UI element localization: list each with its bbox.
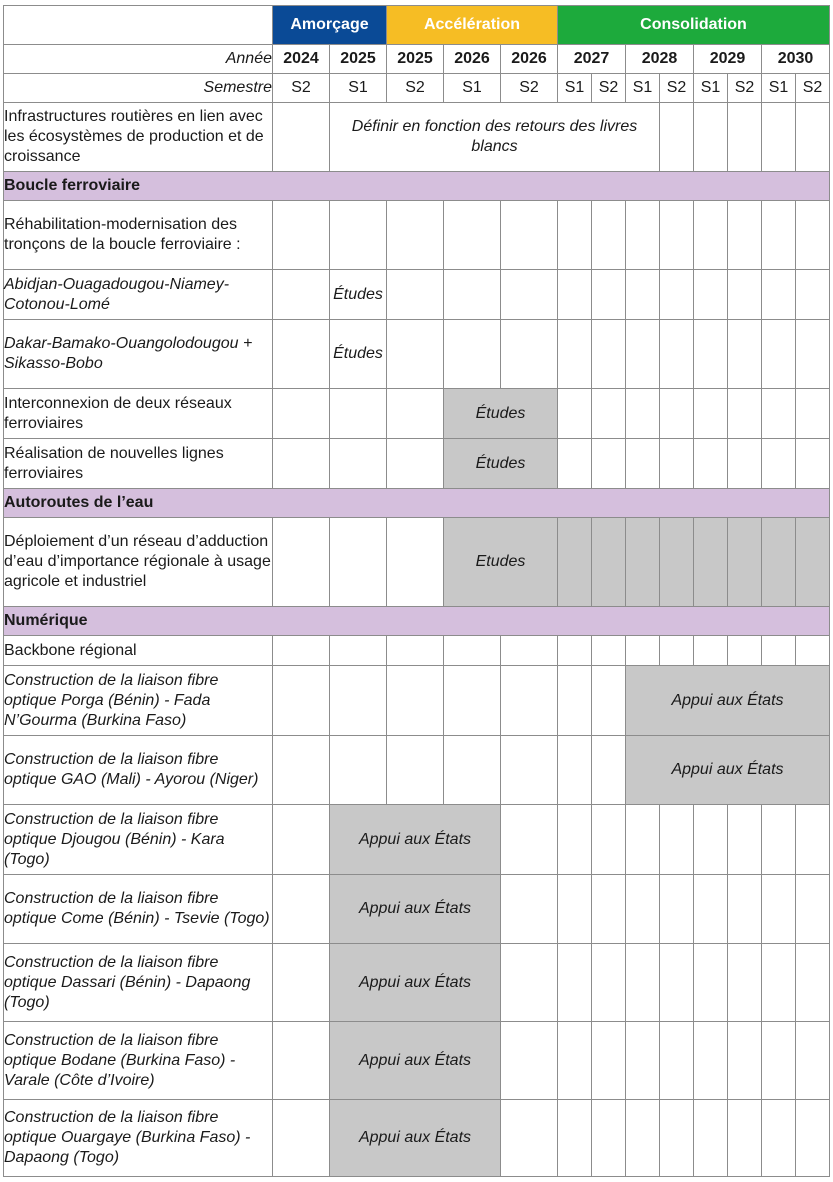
timeline-bar: Appui aux États (330, 1022, 501, 1100)
row-label: Abidjan-Ouagadougou-Niamey-Cotonou-Lomé (4, 270, 273, 320)
semester-cell: S2 (387, 74, 444, 103)
section-title: Boucle ferroviaire (4, 172, 830, 201)
year-cell: 2026 (444, 45, 501, 74)
year-cell: 2025 (330, 45, 387, 74)
row-label: Construction de la liaison fibre optique Djougou (Bénin) - Kara (Togo) (4, 805, 273, 875)
row-label: Construction de la liaison fibre optique GAO (Mali) - Ayorou (Niger) (4, 736, 273, 805)
timeline-bar: Appui aux États (330, 875, 501, 944)
year-cell: 2024 (273, 45, 330, 74)
row-label: Réhabilitation-modernisation des tronçons de la boucle ferroviaire : (4, 201, 273, 270)
table-row (4, 805, 830, 875)
phase-amorcage: Amorçage (273, 6, 387, 45)
semester-cell: S1 (762, 74, 796, 103)
timeline-bar: Appui aux États (626, 666, 830, 736)
section-title: Autoroutes de l’eau (4, 489, 830, 518)
section-title: Numérique (4, 607, 830, 636)
phase-consolidation: Consolidation (558, 6, 830, 45)
row-label: Dakar-Bamako-Ouangolodougou + Sikasso-Bobo (4, 320, 273, 389)
timeline-bar: Etudes (444, 518, 558, 607)
timeline-bar: Appui aux États (626, 736, 830, 805)
year-cell: 2027 (558, 45, 626, 74)
timeline-bar: Études (444, 439, 558, 489)
year-cell: 2026 (501, 45, 558, 74)
row-label: Construction de la liaison fibre optique Bodane (Burkina Faso) - Varale (Côte d’Ivoire) (4, 1022, 273, 1100)
table-row (4, 944, 830, 1022)
table-row (4, 201, 830, 270)
row-label: Déploiement d’un réseau d’adduction d’eau d’importance régionale à usage agricole et industriel (4, 518, 273, 607)
row-label: Construction de la liaison fibre optique Come (Bénin) - Tsevie (Togo) (4, 875, 273, 944)
semester-cell: S2 (660, 74, 694, 103)
timeline-bar: Études (444, 389, 558, 439)
table-row (4, 1022, 830, 1100)
semester-cell: S1 (558, 74, 592, 103)
table-row (4, 389, 830, 439)
section-row (4, 489, 830, 518)
phase-acceleration: Accélération (387, 6, 558, 45)
year-cell: 2029 (694, 45, 762, 74)
timeline-bar: Appui aux États (330, 944, 501, 1022)
semester-row (4, 74, 830, 103)
timeline-bar: Appui aux États (330, 805, 501, 875)
row-label: Réalisation de nouvelles lignes ferroviaires (4, 439, 273, 489)
semester-cell: S2 (728, 74, 762, 103)
semester-cell: S1 (626, 74, 660, 103)
timeline-bar: Appui aux États (330, 1100, 501, 1177)
etudes-cell: Études (330, 320, 387, 389)
annee-label: Année (4, 45, 273, 74)
table-row (4, 636, 830, 666)
phase-header-row (4, 6, 830, 45)
table-row (4, 1100, 830, 1177)
semester-cell: S1 (330, 74, 387, 103)
row-label: Interconnexion de deux réseaux ferroviaires (4, 389, 273, 439)
year-cell: 2028 (626, 45, 694, 74)
section-row (4, 607, 830, 636)
row-label: Construction de la liaison fibre optique Porga (Bénin) - Fada N’Gourma (Burkina Faso) (4, 666, 273, 736)
row-label: Construction de la liaison fibre optique Ouargaye (Burkina Faso) - Dapaong (Togo) (4, 1100, 273, 1177)
semester-cell: S2 (592, 74, 626, 103)
planning-note: Définir en fonction des retours des livres blancs (330, 103, 660, 172)
year-cell: 2030 (762, 45, 830, 74)
semester-cell: S2 (273, 74, 330, 103)
row-label: Construction de la liaison fibre optique Dassari (Bénin) - Dapaong (Togo) (4, 944, 273, 1022)
table-row (4, 270, 830, 320)
table-row (4, 875, 830, 944)
semestre-label: Semestre (4, 74, 273, 103)
section-row (4, 172, 830, 201)
table-row (4, 320, 830, 389)
table-row (4, 103, 830, 172)
etudes-cell: Études (330, 270, 387, 320)
corner-cell (4, 6, 273, 45)
semester-cell: S2 (501, 74, 558, 103)
table-row (4, 736, 830, 805)
table-row (4, 439, 830, 489)
row-label: Infrastructures routières en lien avec les écosystèmes de production et de croissance (4, 103, 273, 172)
table-row (4, 666, 830, 736)
year-row (4, 45, 830, 74)
semester-cell: S1 (444, 74, 501, 103)
year-cell: 2025 (387, 45, 444, 74)
semester-cell: S1 (694, 74, 728, 103)
semester-cell: S2 (796, 74, 830, 103)
row-label: Backbone régional (4, 636, 273, 666)
table-row (4, 518, 830, 607)
roadmap-table (3, 5, 830, 1177)
